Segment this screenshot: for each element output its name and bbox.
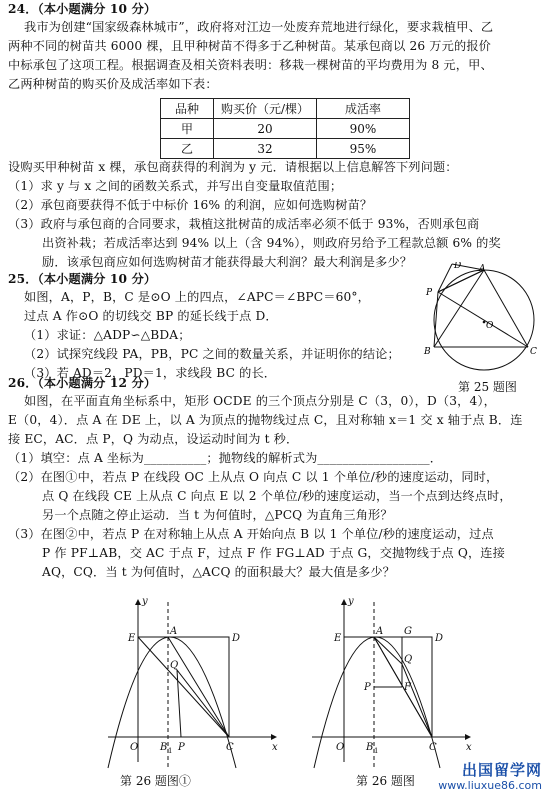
- q24-line: 两种不同的树苗共 6000 棵，且甲种树苗不得多于乙种树苗。某承包商以 26 万元的报价: [8, 39, 491, 53]
- label-p: P: [364, 682, 371, 693]
- label-e: E: [334, 633, 342, 644]
- q25-part: （1）求证：△ADP∽△BDA；: [24, 328, 191, 342]
- q24-part: （3）政府与承包商的合同要求，栽植这批树苗的成活率必须不低于 93%，否则承包商: [8, 217, 480, 231]
- label-d: D: [232, 633, 241, 644]
- q26-part: 点 Q 在线段 CE 上从点 C 向点 E 以 2 个单位/秒的速度运动，当一个点到达终点时，: [42, 489, 512, 503]
- q24-part: （1）求 y 与 x 之间的函数关系式，并写出自变量取值范围；: [8, 179, 343, 193]
- table-cell: 20: [214, 119, 317, 139]
- watermark-logo: [438, 762, 542, 794]
- q25-line: 如图，A，P，B，C 是⊙O 上的四点，∠APC＝∠BPC＝60°，: [24, 290, 370, 304]
- label-c: C: [429, 742, 437, 753]
- q25-line: 过点 A 作⊙O 的切线交 BP 的延长线于点 D．: [24, 309, 278, 323]
- q26-line: 如图，在平面直角坐标系中，矩形 OCDE 的三个顶点分别是 C（3，0），D（3，4），: [24, 394, 496, 408]
- q24-part: 励．该承包商应如何选购树苗才能获得最大利润？最大利润是多少？: [42, 255, 413, 269]
- label-o: O: [130, 742, 139, 753]
- table-header-cell: 成活率: [317, 99, 410, 119]
- watermark-url: www.liuxue86.com: [438, 779, 542, 792]
- q26-part: （2）在图①中，若点 P 在线段 OC 上从点 O 向点 C 以 1 个单位/秒的速度运动，同时，: [8, 470, 499, 484]
- label-d: D: [454, 262, 462, 271]
- table-header-cell: 品种: [161, 99, 214, 119]
- label-x: x: [272, 742, 278, 753]
- label-q: Q: [404, 654, 413, 665]
- label-c: C: [226, 742, 234, 753]
- table-row: [161, 139, 410, 159]
- label-c: C: [530, 347, 537, 357]
- segment-ec: [138, 637, 229, 737]
- q24-part: 出资补栽；若成活率达到 94% 以上（含 94%），则政府另给予工程款总额 6% 的奖: [42, 236, 501, 250]
- q26-heading: 26．（本小题满分 12 分）: [8, 376, 157, 390]
- triangle-pcq: [177, 670, 229, 737]
- label-b: B: [366, 742, 374, 753]
- watermark-title: 出国留学网: [461, 761, 542, 779]
- q26-part: 另一个点随之停止运动．当 t 为何值时，△PCQ 为直角三角形？: [42, 508, 393, 522]
- label-y: y: [348, 596, 354, 607]
- label-o: O: [336, 742, 345, 753]
- figure-26-2-caption: 第 26 题图: [356, 774, 415, 788]
- figure-26-1-caption: 第 26 题图①: [120, 774, 191, 788]
- q25-part: （2）试探究线段 PA，PB，PC 之间的数量关系，并证明你的结论；: [24, 347, 400, 361]
- q24-line: 中标承包了这项工程。根据调查及相关资料表明：移栽一棵树苗的平均费用为 8 元，甲、: [8, 58, 493, 72]
- q26-line: E（0，4）．点 A 在 DE 上，以 A 为顶点的抛物线过点 C，且对称轴 x＝1 交 x 轴于点 B．连: [8, 413, 523, 427]
- figure-25-diagram: [422, 262, 546, 374]
- table-header-row: [161, 99, 410, 119]
- label-b: B: [160, 742, 168, 753]
- q25-part: （3）若 AD＝2，PD＝1，求线段 BC 的长．: [24, 366, 277, 380]
- label-d: D: [435, 633, 444, 644]
- label-a: A: [170, 626, 178, 637]
- q26-part: AQ，CQ．当 t 为何值时，△ACQ 的面积最大？最大值是多少？: [42, 565, 396, 579]
- label-g: G: [404, 626, 412, 637]
- figure-26-2-diagram: [304, 592, 476, 770]
- label-f: F: [404, 682, 411, 693]
- figure-26-1-diagram: [98, 592, 288, 770]
- label-b: B: [424, 347, 431, 357]
- label-p: P: [426, 288, 433, 298]
- q24-line: 设购买甲种树苗 x 棵，承包商获得的利润为 y 元．请根据以上信息解答下列问题：: [8, 160, 458, 174]
- label-p: P: [178, 742, 185, 753]
- label-x: x: [466, 742, 472, 753]
- label-b-subscript: 1: [168, 747, 173, 755]
- label-a: A: [376, 626, 384, 637]
- table-cell: 90%: [317, 119, 410, 139]
- q25-heading: 25．（本小题满分 10 分）: [8, 272, 157, 286]
- table-cell: 乙: [161, 139, 214, 159]
- label-b-subscript: 1: [374, 747, 379, 755]
- label-a: A: [479, 264, 486, 274]
- q24-line: 我市为创建“国家级森林城市”，政府将对江边一处废弃荒地进行绿化，要求栽植甲、乙: [24, 20, 494, 34]
- q26-line: 接 EC，AC．点 P，Q 为动点，设运动时间为 t 秒．: [8, 432, 299, 446]
- q24-part: （2）承包商要获得不低于中标价 16% 的利润，应如何选购树苗？: [8, 198, 373, 212]
- table-cell: 95%: [317, 139, 410, 159]
- label-e: E: [128, 633, 136, 644]
- figure-25-caption: 第 25 题图: [458, 380, 517, 394]
- label-q: Q: [170, 660, 179, 671]
- figure-25-lines: [434, 264, 528, 347]
- table-cell: 32: [214, 139, 317, 159]
- segment-ac: [168, 637, 229, 737]
- q24-line: 乙两种树苗的购买价及成活率如下表：: [8, 77, 218, 91]
- q26-part: （1）填空：点 A 坐标为__________；抛物线的解析式为__________________．: [8, 451, 443, 465]
- table-cell: 甲: [161, 119, 214, 139]
- q24-heading: 24．（本小题满分 10 分）: [8, 2, 157, 16]
- table-header-cell: 购买价（元/棵）: [214, 99, 317, 119]
- q26-part: （3）在图②中，若点 P 在对称轴上从点 A 开始向点 B 以 1 个单位/秒的速度运动，过点: [8, 527, 494, 541]
- q26-part: P 作 PF⊥AB，交 AC 于点 F，过点 F 作 FG⊥AD 于点 G，交抛物线于点 Q，连接: [42, 546, 505, 560]
- price-table: [160, 98, 410, 159]
- label-y: y: [142, 596, 148, 607]
- table-row: [161, 119, 410, 139]
- label-o: O: [486, 321, 494, 331]
